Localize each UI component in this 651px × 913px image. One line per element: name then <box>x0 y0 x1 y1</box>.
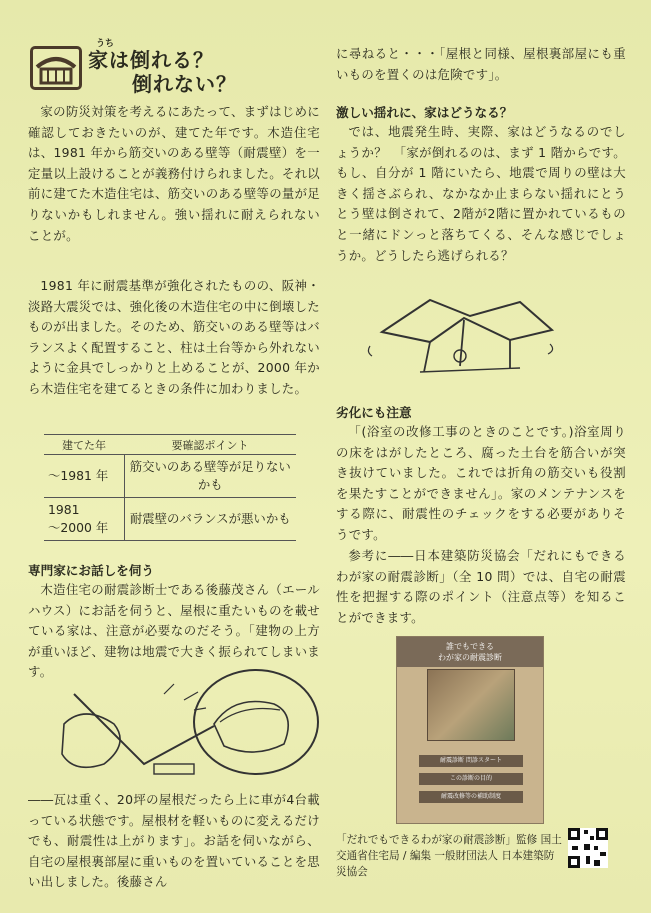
checkpoint-table <box>44 434 296 541</box>
title-line-1: 家は倒れる？ <box>88 48 214 72</box>
table-row <box>44 455 296 498</box>
expert-paragraph-continued: ――瓦は重く、20坪の屋根だったら上に車が4台載っている状態です。屋根材を軽いものに変えるだけでも、耐震性は上がります」。お話を伺いながら、自宅の屋根裏部屋に重いものを置いていることを思い出しました。後藤さん <box>28 792 320 890</box>
qr-code-icon <box>568 828 608 868</box>
booklet-caption: 「だれでもできるわが家の耐震診断」監修 国土交通省住宅局 / 編集 一般財団法人 日本建築防災協会 <box>336 834 562 878</box>
house-icon <box>30 46 82 90</box>
booklet-photos <box>427 669 515 741</box>
second-paragraph: 1981 年に耐震基準が強化されたものの、阪神・淡路大震災では、強化後の木造住宅の中に倒壊したものが出ました。そのため、筋交いのある壁等はバランスよく配置すること、柱は土台等から外れないように金具でしっかりと上めることが、2000 年から木造住宅を建てるときの条件に加わりました。 <box>28 278 320 396</box>
table-cell-point: 筋交いのある壁等が足りないかも <box>124 455 296 498</box>
table-row <box>44 498 296 541</box>
booklet-title-line-1: 誰でもできる <box>446 642 494 651</box>
table-cell-year: 1981 ～2000 年 <box>44 498 124 541</box>
reference-paragraph: 参考に――日本建築防災協会「だれにもできるわが家の耐震診断」（全 10 問）では、自宅の耐震性を把握する際のポイント（注意点等）を知ることができます。 <box>336 548 626 625</box>
section-heading-shaking: 激しい揺れに、家はどうなる？ <box>336 105 513 120</box>
booklet-title-line-2: わが家の耐震診断 <box>438 653 502 662</box>
illustration-heavy-roof <box>34 664 324 794</box>
booklet-cover <box>396 636 544 824</box>
title-ruby: うち <box>96 39 115 49</box>
section-heading-deterioration: 劣化にも注意 <box>336 405 412 420</box>
table-cell-year: ～1981 年 <box>44 455 124 498</box>
booklet-button-3: 耐震改修等の補助制度 <box>419 791 523 803</box>
expert-paragraph: 木造住宅の耐震診断士である後藤茂さん（エールハウス）にお話を伺うと、屋根に重たいものを載せている家は、注意が必要なのだそう。「建物の上方が重いほど、建物は地震で大きく振られてしまいます。 <box>28 582 320 680</box>
table-header-year: 建てた年 <box>44 435 124 455</box>
booklet-button-2: この診断の目的 <box>419 773 523 785</box>
booklet-header <box>397 637 543 667</box>
section-heading-expert: 専門家にお話しを伺う <box>28 563 154 578</box>
table-header-row <box>44 435 296 455</box>
deterioration-paragraph: 「(浴室の改修工事のときのことです。)浴室周りの床をはがしたところ、腐った土台を筋合いが突き抜けていました。これでは折角の筋交いも役割を果たすことができません」。家のメンテナンスをする際に、耐震性のチェックをする必要がありそうです。 <box>336 424 626 542</box>
intro-paragraph: 家の防災対策を考えるにあたって、まずはじめに確認しておきたいのが、建てた年です。木造住宅は、1981 年から筋交いのある壁等（耐震壁）を一定量以上設けることが義務付けられました。それ以前に建てた木造住宅は、筋交いのある壁等の量が足りないかもしれません。強い揺れに耐えられないことが。 <box>28 104 320 243</box>
booklet-button-1: 耐震診断 問診スタート <box>419 755 523 767</box>
page-title <box>88 48 237 96</box>
table-header-point: 要確認ポイント <box>124 435 296 455</box>
title-line-2: 倒れない？ <box>132 72 237 96</box>
illustration-collapsed-house <box>360 286 560 376</box>
shaking-paragraph: では、地震発生時、実際、家はどうなるのでしょうか？ 「家が倒れるのは、まず 1 階からです。もし、自分が 1 階にいたら、地震で周りの壁は大きく揺さぶられ、なかなか止まらない揺れにとうとう壁は倒されて、2階が2階に置かれているものと一緒にドンっと落ちてくる、そんな感じでしょうか。どうしたら逃げられる？ <box>336 124 626 263</box>
table-cell-point: 耐震壁のバランスが悪いかも <box>124 498 296 541</box>
right-top-paragraph: に尋ねると・・・「屋根と同様、屋根裏部屋にも重いものを置くのは危険です」。 <box>336 46 626 82</box>
